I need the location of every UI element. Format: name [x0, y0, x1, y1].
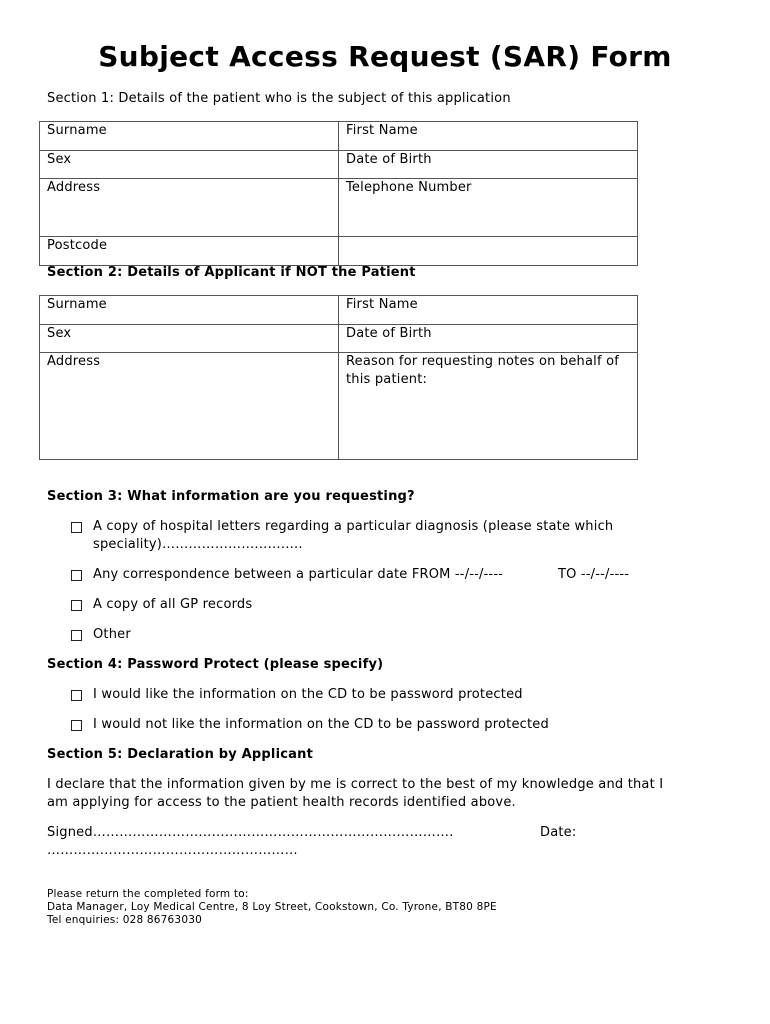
password-protect-yes-checkbox[interactable]: [71, 690, 82, 701]
correspondence-checkbox[interactable]: [71, 570, 82, 581]
return-instructions: Please return the completed form to:: [47, 888, 249, 900]
hospital-letters-option-label: A copy of hospital letters regarding a particular diagnosis (please state which: [93, 519, 614, 534]
date-label: Date:: [540, 825, 577, 840]
hospital-letters-option-label-cont: speciality)…………………………..: [93, 537, 303, 552]
declaration-text-line2: am applying for access to the patient health records identified above.: [47, 795, 516, 810]
patient-surname-field[interactable]: [40, 122, 339, 151]
field-label: First Name: [346, 123, 418, 138]
other-option-label: Other: [93, 627, 131, 642]
return-address: Data Manager, Loy Medical Centre, 8 Loy Street, Cookstown, Co. Tyrone, BT80 8PE: [47, 901, 497, 913]
applicant-sex-field[interactable]: [40, 325, 339, 353]
password-protect-no-checkbox[interactable]: [71, 720, 82, 731]
other-checkbox[interactable]: [71, 630, 82, 641]
date-line[interactable]: …………………………………………………: [47, 843, 298, 858]
field-label: Address: [47, 354, 101, 369]
hospital-letters-checkbox[interactable]: [71, 522, 82, 533]
correspondence-to-date: TO --/--/----: [558, 567, 630, 582]
field-label: First Name: [346, 297, 418, 312]
declaration-text-line1: I declare that the information given by me is correct to the best of my knowledge and that I: [47, 777, 664, 792]
section2-heading: Section 2: Details of Applicant if NOT the Patient: [47, 265, 416, 280]
correspondence-option-label: Any correspondence between a particular date FROM --/--/----: [93, 567, 504, 582]
field-label: Date of Birth: [346, 326, 432, 341]
field-label: Surname: [47, 123, 107, 138]
field-label: Date of Birth: [346, 152, 432, 167]
patient-postcode-field[interactable]: [40, 237, 339, 266]
field-label: Sex: [47, 152, 72, 167]
telephone-enquiries: Tel enquiries: 028 86763030: [47, 914, 202, 926]
applicant-details-table: [39, 295, 638, 460]
field-label: Surname: [47, 297, 107, 312]
signature-line[interactable]: Signed……………………………………………………………………….: [47, 825, 454, 840]
patient-address-field[interactable]: [40, 179, 339, 237]
applicant-first-name-field[interactable]: [339, 296, 638, 325]
patient-details-table: [39, 121, 638, 266]
applicant-reason-field[interactable]: [339, 353, 638, 460]
patient-first-name-field[interactable]: [339, 122, 638, 151]
patient-sex-field[interactable]: [40, 151, 339, 179]
patient-postcode-value[interactable]: [339, 237, 638, 266]
patient-telephone-field[interactable]: [339, 179, 638, 237]
password-protect-yes-label: I would like the information on the CD to be password protected: [93, 687, 523, 702]
section5-heading: Section 5: Declaration by Applicant: [47, 747, 313, 762]
section4-heading: Section 4: Password Protect (please specify): [47, 657, 384, 672]
applicant-surname-field[interactable]: [40, 296, 339, 325]
field-label: Address: [47, 180, 101, 195]
field-label: Sex: [47, 326, 72, 341]
page-title: Subject Access Request (SAR) Form: [98, 40, 672, 73]
field-label: Telephone Number: [346, 180, 472, 195]
field-label: Reason for requesting notes on behalf of this patient:: [346, 354, 619, 387]
gp-records-checkbox[interactable]: [71, 600, 82, 611]
applicant-dob-field[interactable]: [339, 325, 638, 353]
patient-dob-field[interactable]: [339, 151, 638, 179]
gp-records-option-label: A copy of all GP records: [93, 597, 253, 612]
password-protect-no-label: I would not like the information on the CD to be password protected: [93, 717, 549, 732]
field-label: Postcode: [47, 238, 108, 253]
section1-heading: Section 1: Details of the patient who is the subject of this application: [47, 91, 511, 106]
applicant-address-field[interactable]: [40, 353, 339, 460]
section3-heading: Section 3: What information are you requesting?: [47, 489, 415, 504]
